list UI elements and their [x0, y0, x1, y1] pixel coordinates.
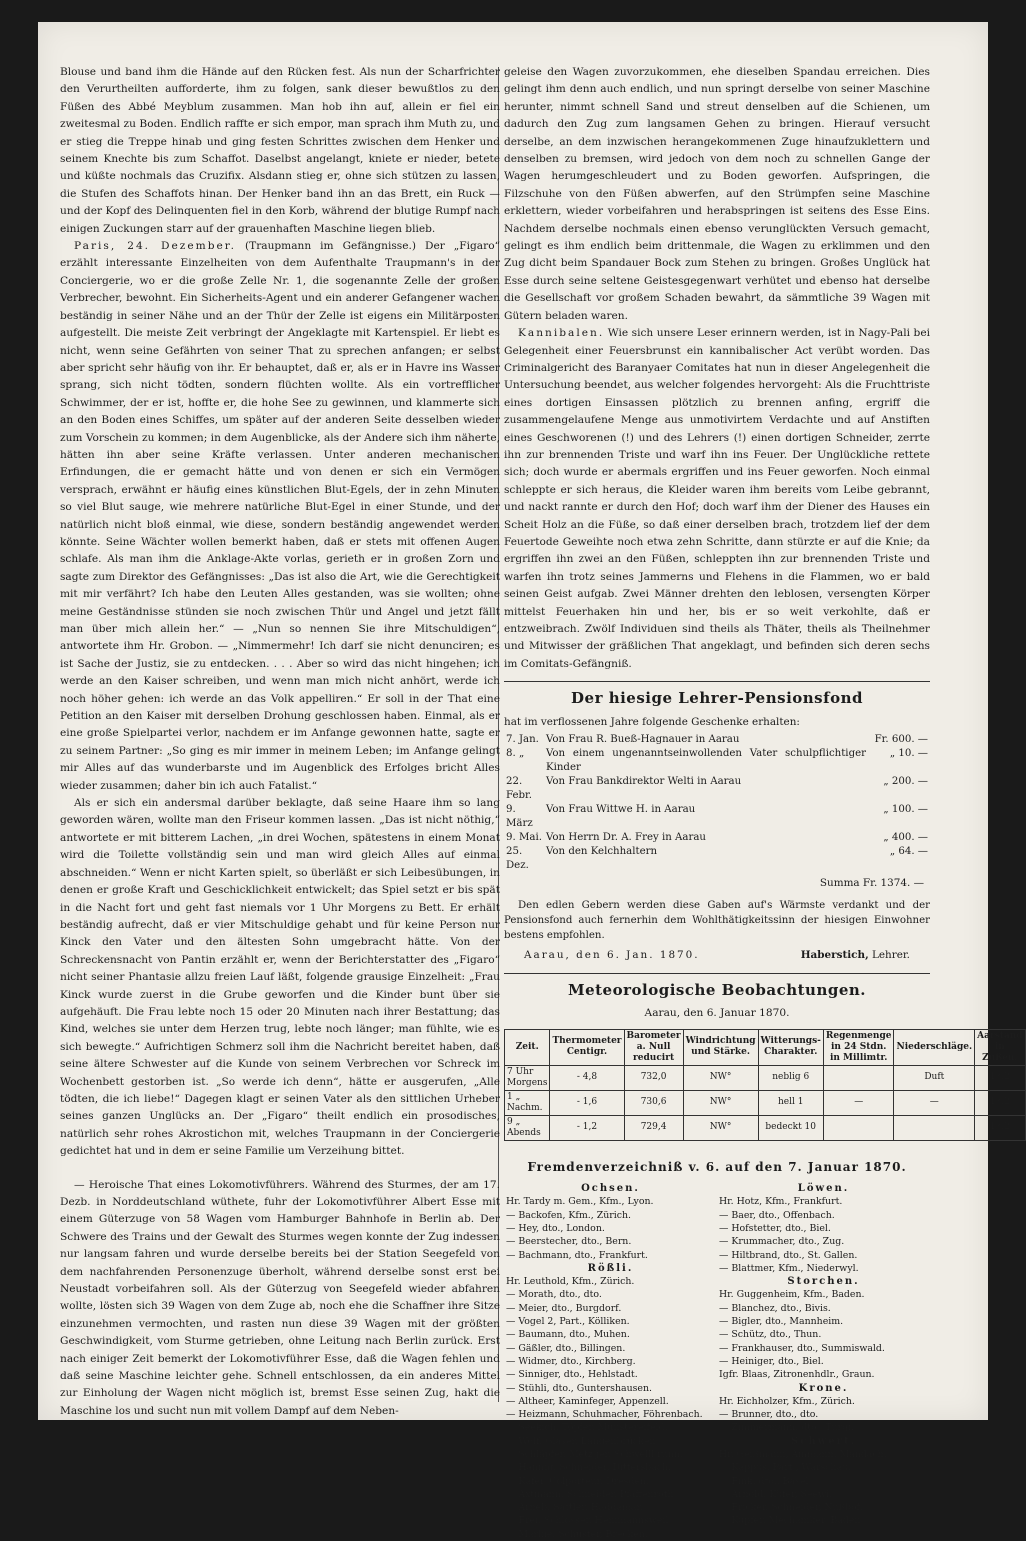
- guest-entry: — Widmer, dto., Kirchberg.: [506, 1355, 636, 1367]
- guest-entry: — Käfer, Colporteur, Dresden.: [506, 1475, 650, 1487]
- hotel-heading-roessli: Rößli.: [587, 1262, 634, 1274]
- guest-entry: — Hännig, Schneider, Dittersbach.: [506, 1462, 672, 1474]
- gift-row: [504, 775, 930, 803]
- gift-donor: Von einem ungenanntseinwollenden Vater schulpflichtiger Kinder: [546, 748, 866, 774]
- weather-table: [504, 1029, 1026, 1141]
- gift-donor: Von Herrn Dr. A. Frey in Aarau: [546, 832, 706, 844]
- wx-wind: NW°: [683, 1090, 758, 1115]
- signature-name-block: [801, 947, 910, 964]
- hotel-heading-schwert: Schwert.: [791, 1435, 856, 1447]
- wx-header: Zeit.: [505, 1029, 550, 1065]
- locomotive-continuation: geleise den Wagen zuvorzukommen, ehe dieselben Spandau erreichen. Dies gelingt ihm denn auch endlich, und nun springt derselbe von seiner Maschine herunter, nimmt schnell Sand und streut denselben auf die Schienen, um dadurch den Zug zum langsamen Gehen zu bringen. Hierauf versucht derselbe, an dem inzwischen herangekommenen Zuge hinaufzuklettern und denselben zu bremsen, wird jedoch von dem noch zu schnellen Gange der Wagen herumgeschleudert und zu Boden geworfen. Aufspringen, die Filzschuhe von den Füßen abwerfen, auf den Strümpfen seine Maschine erklettern, wieder vorbeifahren und herabspringen ist seitens des Esse Eins. Nachdem derselbe nochmals einen ebenso verunglückten Versuch gemacht, gelingt es ihm endlich beim drittenmale, die Wagen zu erklimmen und den Zug dicht beim Spandauer Bock zum Stehen zu bringen. Großes Unglück hat Esse durch seine seltene Geistesgegenwart verhütet und ebenso hat derselbe die Gesellschaft vor großem Schaden bewahrt, da sämmtliche 39 Wagen mit Gütern beladen waren.: [504, 66, 930, 322]
- gift-donor: Von Frau R. Bueß-Hagnauer in Aarau: [546, 734, 740, 746]
- guest-entry: — Krummacher, dto., Zug.: [719, 1236, 845, 1248]
- gift-amount: „ 100. —: [883, 804, 928, 816]
- gift-donor: Von den Kelchhaltern: [546, 846, 658, 858]
- guest-entry: Hr. Tardy m. Gem., Kfm., Lyon.: [506, 1196, 654, 1208]
- guest-entry: — Seekich, Töpfer, Münstereifeld.: [506, 1422, 668, 1434]
- guest-list-section: [504, 1159, 930, 1541]
- guest-entry: — Hiltbrand, dto., St. Gallen.: [719, 1249, 858, 1261]
- weather-section: [504, 980, 1023, 1141]
- wx-wind: NW°: [683, 1065, 758, 1090]
- weather-row: [505, 1065, 1026, 1090]
- guest-entry: — Sinniger, dto., Hehlstadt.: [506, 1369, 638, 1381]
- gifts-table: [504, 733, 930, 873]
- pension-sum: Summa Fr. 1374. —: [819, 877, 924, 890]
- signer-name: Haberstich,: [800, 949, 869, 962]
- signer-role: Lehrer.: [872, 949, 910, 962]
- hotel-heading-ochsen: Ochsen.: [581, 1183, 640, 1195]
- guest-entry: — Blattmer, Kfm., Niederwyl.: [719, 1262, 859, 1274]
- guest-entry: — Schütz, dto., Thun.: [719, 1329, 822, 1341]
- weather-subtitle: Aarau, den 6. Januar 1870.: [644, 1007, 790, 1020]
- guest-entry: — Bigler, dto., Mannheim.: [719, 1316, 844, 1328]
- gift-date: 8. „: [506, 748, 525, 760]
- article-dateline: Paris, 24. Dezember.: [74, 240, 237, 253]
- wx-header: Aarstand in Zußen.: [975, 1029, 1025, 1065]
- guest-columns: [504, 1182, 930, 1541]
- guest-entry: — Morath, dto., dto.: [506, 1289, 602, 1301]
- wx-header: Witterungs-Charakter.: [758, 1029, 823, 1065]
- guest-entry: — Hofstetter, dto., Biel.: [719, 1222, 831, 1234]
- gift-date: 22. Febr.: [506, 776, 533, 802]
- guest-entry: — Wolf, Glaser, Langenbrücken.: [506, 1435, 659, 1447]
- guest-entry: — Altheer, Kaminfeger, Appenzell.: [506, 1395, 669, 1407]
- gift-donor: Von Frau Wittwe H. in Aarau: [546, 804, 696, 816]
- guest-entry: — Baumann, dto., Muhen.: [506, 1329, 630, 1341]
- guest-entry: — Frankhauser, dto., Summiswald.: [719, 1342, 885, 1354]
- pension-section: [504, 690, 930, 965]
- wx-precip: [894, 1115, 975, 1140]
- wx-aare: 13,2: [975, 1090, 1025, 1115]
- section-rule: [504, 681, 930, 682]
- gift-row: [504, 733, 930, 747]
- guest-entry: — Brunner, dto., dto.: [719, 1409, 819, 1421]
- guest-entry: Hr. Hotz, Kfm., Frankfurt.: [719, 1196, 843, 1208]
- gift-amount: „ 200. —: [883, 776, 928, 788]
- gift-amount: „ 64. —: [889, 846, 928, 858]
- wx-rain: [823, 1065, 894, 1090]
- gift-amount: Fr. 600. —: [874, 734, 928, 746]
- guest-entry: — Zimmermann, dto., Turgi.: [719, 1422, 855, 1434]
- guest-entry: — Blanchez, dto., Bivis.: [719, 1302, 831, 1314]
- wx-thermo: - 1,6: [550, 1090, 624, 1115]
- guest-entry: — Arneb, Sattler, Haddamar.: [506, 1502, 643, 1514]
- guest-entry: — Frei, Schlosser, Hemmannsweil.: [506, 1515, 672, 1527]
- guest-entry: — Axtmann, Schneider, Pfaffenroth.: [506, 1488, 677, 1500]
- wx-baro: 730,6: [624, 1090, 683, 1115]
- gift-date: 25. Dez.: [506, 846, 529, 872]
- section-rule: [504, 973, 930, 974]
- guest-entry: Hr. Geißmann, Ammann, Mandach.: [719, 1449, 887, 1460]
- cannibals-article: [504, 325, 930, 673]
- wx-baro: 732,0: [624, 1065, 683, 1090]
- gift-row: [504, 803, 930, 831]
- hotel-heading-storchen: Storchen.: [787, 1276, 860, 1288]
- wx-thermo: - 1,2: [550, 1115, 624, 1140]
- locomotive-article: — Heroische That eines Lokomotivführers. Während des Sturmes, der am 17. Dezb. in Norddeutschland wüthete, fuhr der Lokomotivführer Albert Esse mit einem Güterzuge von 58 Wagen vom Hamburger Bahnhofe in Berlin ab. Der Schwere des Trains und der Gewalt des Sturmes wegen konnte der Zug indessen nur langsam fahren und wurde derselbe bereits bei der Station Seegefeld von dem nachfahrenden Personenzuge überholt, während derselbe sonst erst bei Neustadt vorbeifahren soll. Als der Güterzug von Seegefeld wieder abfahren wollte, lösten sich 39 Wagen von dem Zuge ab, noch ehe die Schaffner ihre Sitze einzunehmen vermochten, und rasten nun diese 39 Wagen mit der größten Geschwindigkeit, vom Sturme getrieben, ohne Leitung nach Berlin zurück. Erst nach einiger Zeit bemerkt der Lokomotivführer Esse, daß die Wagen fehlen und daß seine Maschine leichter gehe. Schnell entschlossen, da ein anderes Mittel zur Einholung der Wagen nicht möglich ist, bremst Esse seinen Zug, hakt die Maschine los und sucht nun mit vollem Dampf auf dem Neben-: [60, 1178, 500, 1417]
- weather-row: [505, 1115, 1026, 1140]
- right-column: [504, 64, 1023, 1541]
- cannibals-text: Wie sich unsere Leser erinnern werden, ist in Nagy-Pali bei Gelegenheit einer Feuersbrunst ein kannibalischer Act verübt worden. Das Criminalgericht des Baranyaer Comitates hat nun in dieser Angelegenheit die Untersuchung beendet, aus welcher folgendes hervorgeht: Als die Fruchttriste eines dortigen Einsassen plötzlich zu brennen anfing, ergriff die zusammengelaufene Menge aus unmotivirtem Verdachte und auf Anstiften eines Geschworenen (!) und des Lehrers (!) einen dortigen Schneider, zerrte ihn zur brennenden Triste und warf ihn ins Feuer. Der Unglückliche rettete sich; doch wurde er abermals ergriffen und ins Feuer geworfen. Noch einmal schleppte er sich heraus, die Kleider waren ihm bereits vom Leibe gebrannt, und nackt rannte er durch den Hof; doch warf ihm der Diener des Hauses ein Scheit Holz an die Füße, so daß einer derselben brach, trotzdem lief der dem Feuertode Geweihte noch etwa zehn Schritte, dann stürzte er auf die Knie; da ergriffen ihn zwei an den Füßen, schleppten ihn zur brennenden Triste und warfen ihn trotz seines Jammerns und Flehens in die Flammen, wo er bald seinen Geist aufgab. Zwei Männer drehten den leblosen, versengten Körper mittelst Feuerhaken hin und her, bis er so weit verkohlte, daß er entzweibrach. Zwölf Individuen sind theils als Thäter, theils als Theilnehmer und Mitwisser der gräßlichen That angeklagt, und befinden sich deren sechs im Comitats-Gefängniß.: [504, 327, 930, 670]
- left-column: [60, 64, 500, 1420]
- hotel-heading-loewen: Löwen.: [797, 1183, 850, 1195]
- gift-date: 9. Mai.: [506, 832, 542, 844]
- wx-precip: —: [894, 1090, 975, 1115]
- guest-entry: Hr. Leuthold, Kfm., Zürich.: [506, 1276, 635, 1288]
- guest-entry: — Hey, dto., London.: [506, 1222, 605, 1234]
- wx-aare: 13,2: [975, 1115, 1025, 1140]
- guest-entry: — Arnold, Küfer, Seewi.: [719, 1488, 833, 1500]
- guest-entry: — Kappus, Part., Warschau.: [719, 1462, 852, 1474]
- wx-header: Thermometer Centigr.: [550, 1029, 624, 1065]
- execution-paragraph: Blouse und band ihm die Hände auf den Rücken fest. Als nun der Scharfrichter den Verurtheilten aufforderte, ihm zu folgen, sank dieser bewußtlos zu den Füßen des Abbé Meyblum zusammen. Man hob ihn auf, allein er fiel ein zweitesmal zu Boden. Endlich raffte er sich empor, man sprach ihm Muth zu, und er stieg die Treppe hinab und ging festen Schrittes zwischen dem Henker und seinem Knechte bis zum Schaffot. Daselbst angelangt, kniete er nieder, betete und küßte nochmals das Cruzifix. Alsdann stieg er, ohne sich stützen zu lassen, die Stufen des Schaffots hinan. Der Henker band ihn an das Brett, ein Ruck — und der Kopf des Delinquenten fiel in den Korb, während der blutige Rumpf nach einigen Zuckungen starr auf der grauenhaften Maschine liegen blieb.: [60, 66, 500, 235]
- wx-rain: —: [823, 1090, 894, 1115]
- guest-entry: Hr. Eichholzer, Kfm., Zürich.: [719, 1395, 855, 1407]
- guest-column-right: [717, 1182, 930, 1541]
- gift-donor: Von Frau Bankdirektor Welti in Aarau: [546, 776, 742, 788]
- guest-entry: — Backofen, Kfm., Zürich.: [506, 1209, 632, 1221]
- wx-header: Niederschläge.: [894, 1029, 975, 1065]
- wx-precip: Duft: [894, 1065, 975, 1090]
- guest-entry: — Baer, dto., Offenbach.: [719, 1209, 835, 1221]
- guest-entry: — Meier, dto., Burgdorf.: [506, 1302, 622, 1314]
- wx-character: hell 1: [758, 1090, 823, 1115]
- guest-entry: — Kupfer, Mechaniker, Baden.: [719, 1515, 864, 1527]
- gift-date: 9. März: [506, 804, 533, 830]
- gift-row: [504, 831, 930, 845]
- guest-list-title: Fremdenverzeichniß v. 6. auf den 7. Januar 1870.: [527, 1159, 907, 1174]
- guest-entry: Igfr. Blaas, Zitronenhdlr., Graun.: [719, 1369, 875, 1381]
- wx-header: Windrichtung und Stärke.: [683, 1029, 758, 1065]
- wx-baro: 729,4: [624, 1115, 683, 1140]
- wx-aare: 13,2: [975, 1065, 1025, 1090]
- wx-wind: NW°: [683, 1115, 758, 1140]
- guest-entry: — Heizmann, Schuhmacher, Föhrenbach.: [506, 1409, 703, 1421]
- guest-entry: — Gäßler, dto., Billingen.: [506, 1342, 626, 1354]
- wx-header: Regenmenge in 24 Stdn. in Millimtr.: [823, 1029, 894, 1065]
- gift-row: [504, 845, 930, 873]
- guest-column-left: [504, 1182, 717, 1541]
- traupmann-article: [60, 238, 500, 795]
- guest-entry: — Vogel 2, Part., Kölliken.: [506, 1316, 630, 1328]
- pension-intro: hat im verflossenen Jahre folgende Geschenke erhalten:: [504, 715, 800, 728]
- guest-entry: — Bachmann, dto., Frankfurt.: [506, 1249, 648, 1261]
- signature-place-date: Aarau, den 6. Jan. 1870.: [524, 949, 700, 962]
- wx-rain: [823, 1115, 894, 1140]
- weather-header-row: [505, 1029, 1026, 1065]
- guest-entry: — Heiniger, dto., Biel.: [719, 1355, 824, 1367]
- hotel-heading-krone: Krone.: [798, 1382, 849, 1394]
- gift-row: [504, 747, 930, 775]
- cannibals-heading: Kannibalen.: [518, 327, 605, 340]
- newspaper-page: [38, 22, 1023, 1540]
- guest-entry: Hr. Guggenheim, Kfm., Baden.: [719, 1289, 865, 1301]
- weather-title: Meteorologische Beobachtungen.: [567, 980, 867, 999]
- guest-entry: — Beerstecher, dto., Bern.: [506, 1236, 632, 1248]
- guest-entry: — Fink, dto., Basel.: [719, 1475, 812, 1487]
- guest-entry: — Schläpfer, Metzger, Schwellbrunn.: [506, 1449, 683, 1460]
- gift-amount: „ 400. —: [883, 832, 928, 844]
- wx-thermo: - 4,8: [550, 1065, 624, 1090]
- gift-amount: „ 10. —: [889, 748, 928, 760]
- weather-row: [505, 1090, 1026, 1115]
- guest-entry: — Fricker, Schneider, Nußbof.: [719, 1502, 863, 1514]
- wx-character: neblig 6: [758, 1065, 823, 1090]
- traupmann-paragraph-2: Als er sich ein andersmal darüber beklagte, daß seine Haare ihm so lang geworden wären, wollte man den Friseur kommen lassen. „Das ist nicht nöthig,“ antwortete er mit bitterem Lachen, „in drei Wochen, spätestens in einem Monat wird die Toilette vollständig sein und man wird gleich Alles auf einmal abschneiden.“ Wenn er nicht Karten spielt, so überläßt er sich Leibesübungen, in denen er große Kraft und Geschicklichkeit entwickelt; das Spiel setzt er bis spät in die Nacht fort und geht fast niemals vor 1 Uhr Morgens zu Bett. Er erhält beständig aufrecht, daß er vier Mitschuldige gehabt und für keine Person nur Kinck den Vater und den ältesten Sohn umgebracht hätte. Von der Schreckensnacht von Pantin erzählt er, wenn der Berichterstatter des „Figaro“ nicht seiner Phantasie allzu freien Lauf läßt, folgende grausige Einzelheit: „Frau Kinck wurde zuerst in die Grube geworfen und die Kinder bunt über sie aufgehäuft. Die Frau lebte noch 15 oder 20 Minuten nach ihrer Bestattung; das Kind, welches sie unter dem Herzen trug, lebte noch länger; man fühlte, wie es sich bewegte.“ Aufrichtigen Schmerz soll ihm die Nachricht bereitet haben, daß seine ältere Schwester auf die Kunde von seinem Verbrechen vor Schreck im Wochenbett gestorben ist. „So werde ich denn“, hätte er ausgerufen, „Alle tödten, die ich liebe!“ Dagegen klagt er seinen Vater als den sittlichen Urheber seines ganzen Unglücks an. Der „Figaro“ theilt endlich ein prosodisches, natürlich sehr rohes Akrostichon mit, welches Traupmann in der Conciergerie gedichtet hat und in dem er seine Familie um Verzeihung bittet.: [60, 797, 500, 1158]
- gift-date: 7. Jan.: [506, 734, 539, 746]
- wx-header: Barometer a. Null reducirt: [624, 1029, 683, 1065]
- guest-entry: — Markie, Schuster, Brecken.: [506, 1528, 648, 1540]
- pension-title: Der hiesige Lehrer-Pensionsfond: [571, 689, 863, 708]
- wx-time: 9 „ Abends: [505, 1115, 550, 1140]
- guest-entry: — Stühli, dto., Guntershausen.: [506, 1382, 652, 1394]
- pension-signature: [524, 947, 910, 964]
- wx-time: 7 Uhr Morgens: [505, 1065, 550, 1090]
- pension-thanks: Den edlen Gebern werden diese Gaben auf's Wärmste verdankt und der Pensionsfond auch fernerhin dem Wohlthätigkeitssinn der hiesigen Einwohner bestens empfohlen.: [504, 900, 930, 942]
- wx-time: 1 „ Nachm.: [505, 1090, 550, 1115]
- wx-character: bedeckt 10: [758, 1115, 823, 1140]
- traupmann-text: (Traupmann im Gefängnisse.) Der „Figaro“ erzählt interessante Einzelheiten von dem Aufenthalte Traupmann's in der Conciergerie, wo er die große Zelle Nr. 1, die sogenannte Zelle der großen Verbrecher, bewohnt. Ein Sicherheits-Agent und ein anderer Gefangener wachen beständig in seiner Nähe und an der Thür der Zelle ist eigens ein Militärposten aufgestellt. Die meiste Zeit verbringt der Angeklagte mit Kartenspiel. Er liebt es nicht, wenn seine Gefährten von seiner That zu sprechen anfangen; er selbst aber spricht sehr häufig von ihr. Er behauptet, daß er, als er in Havre ins Wasser sprang, sich nicht tödten, sondern flüchten wollte. Als ein vortrefflicher Schwimmer, der er ist, hoffte er, die hohe See zu gewinnen, und klammerte sich an den Boden eines Schiffes, um später auf der anderen Seite desselben wieder zum Vorschein zu kommen; in dem Augenblicke, als der Andere sich ihm näherte, hätten ihn aber seine Kräfte verlassen. Unter anderen mechanischen Erfindungen, die er gemacht hätte und von denen er sich ein Vermögen versprach, erwähnt er häufig eines künstlichen Blut-Egels, der in zehn Minuten so viel Blut sauge, wie mehrere natürliche Blut-Egel in einer Stunde, und der natürlich nicht bloß einmal, wie diese, sondern beständig angewendet werden könnte. Seine Wächter wollen bemerkt haben, daß er stets mit offenen Augen schlafe. Als man ihm die Anklage-Akte vorlas, gerieth er in großen Zorn und sagte zum Direktor des Gefängnisses: „Das ist also die Art, wie die Gerechtigkeit mit mir verfährt? Ich habe den Leuten Alles gestanden, was sie wollten; ohne meine Geständnisse stünden sie noch zwischen Thür und Angel und jetzt fällt man über mich allein her.“ — „Nun so nennen Sie ihre Mitschuldigen“, antwortete ihm Hr. Grobon. — „Nimmermehr! Ich darf sie nicht denunciren; es ist Sache der Justiz, sie zu entdecken. . . . Aber so wird das nicht hingehen; ich werde an den Kaiser schreiben, und wenn man mich nicht anhört, werde ich noch höher gehen: ich werde an das Volk appelliren.“ Er soll in der That eine Petition an den Kaiser mit derselben Drohung geschlossen haben. Einmal, als er eine große Spielpartei verlor, nachdem er im Anfange gewonnen hatte, sagte er zu seinem Partner: „So ging es mir immer in meinem Leben; im Anfange gelingt mir Alles auf das wunderbarste und im Augenblick des Erfolges bricht Alles wieder zusammen; daher bin ich auch Fatalist.“: [60, 240, 500, 792]
